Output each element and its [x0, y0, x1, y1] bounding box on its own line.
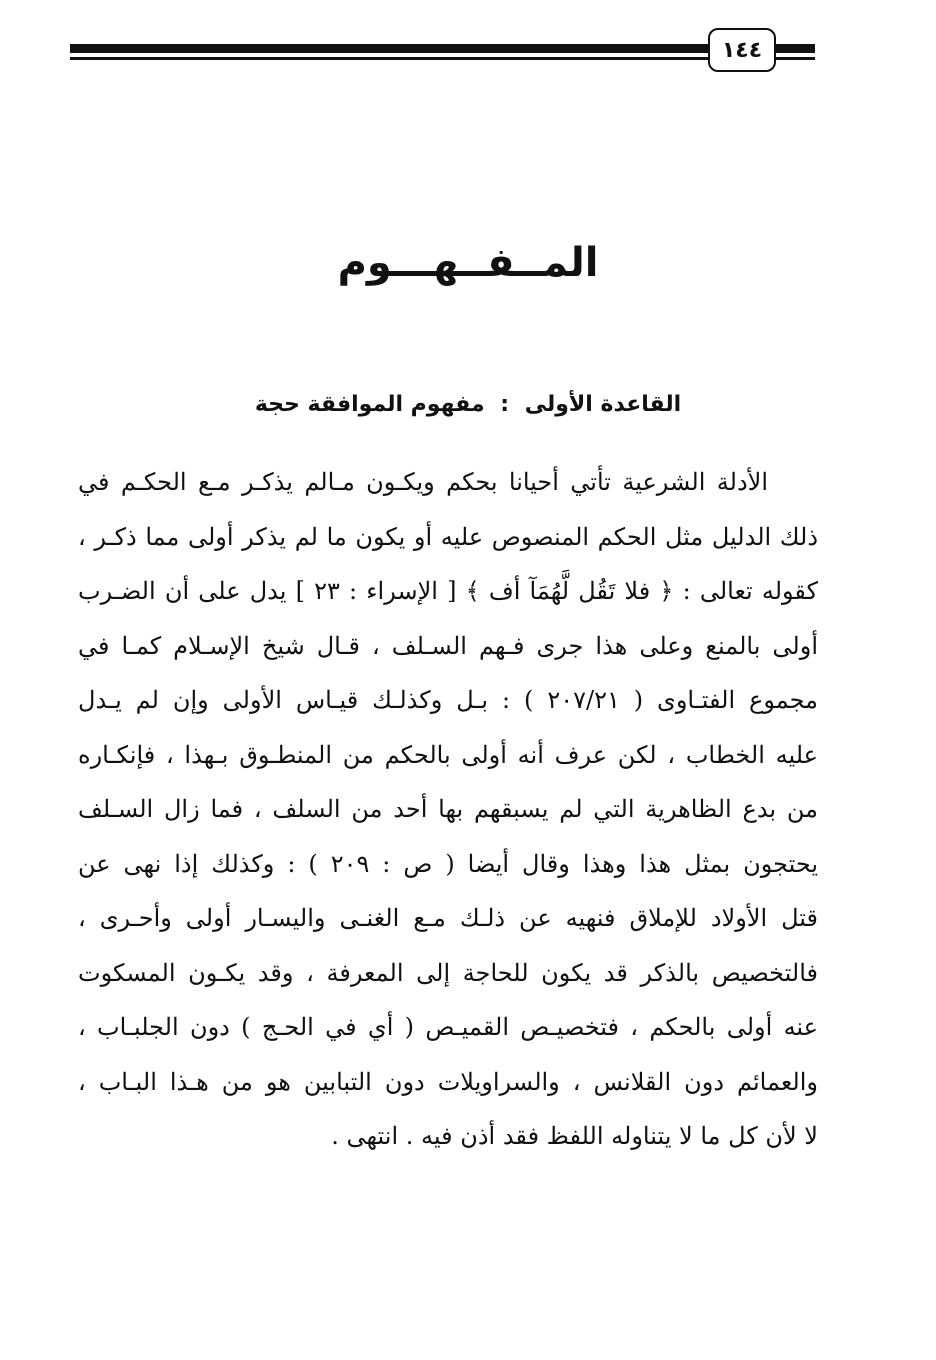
body-line: كقوله تعالى : ﴿ فلا تَقُل لَّهُمَآ أف ﴾ [ الإسراء : ٢٣ ] يدل على أن الضـرب — [78, 577, 818, 605]
header-rule-thick-line-right — [775, 44, 815, 53]
rule-label: القاعدة الأولى — [524, 392, 682, 417]
rule-title: مفهوم الموافقة حجة — [254, 392, 485, 417]
header-rule-thin-line — [70, 57, 710, 60]
rule-separator: : — [500, 392, 510, 417]
body-line: مجموع الفتـاوى ( ٢٠٧/٢١ ) : بـل وكذلـك قيـاس الأولى وإن لم يـدل — [78, 686, 818, 714]
body-line: يحتجون بمثل هذا وهذا وقال أيضا ( ص : ٢٠٩ ) : وكذلك إذا نهى عن — [78, 849, 818, 878]
body-line: عنه أولى بالحكم ، فتخصيـص القميـص ( أي في الحـج ) دون الجلبـاب ، — [78, 1013, 818, 1041]
body-line: من بدع الظاهرية التي لم يسبقهم بها أحد من السلف ، فما زال السـلف — [78, 795, 818, 823]
page-number: ١٤٤ — [708, 28, 776, 72]
body-line: ذلك الدليل مثل الحكم المنصوص عليه أو يكون ما لم يذكر أولى مما ذكـر ، — [78, 522, 818, 551]
header-rule — [70, 40, 815, 64]
rule-heading — [80, 392, 856, 417]
body-line: قتل الأولاد للإملاق فنهيه عن ذلـك مـع الغنـى واليسـار أولى وأحـرى ، — [78, 904, 818, 932]
body-line: والعمائم دون القلانس ، والسراويلات دون التبابين هو من هـذا البـاب ، — [78, 1067, 818, 1096]
body-line: فالتخصيص بالذكر قد يكون للحاجة إلى المعرفة ، وقد يكـون المسكوت — [78, 958, 818, 987]
body-paragraph — [78, 455, 818, 1164]
body-line: عليه الخطاب ، لكن عرف أنه أولى بالحكم من المنطـوق بـهذا ، فإنكـاره — [78, 740, 818, 769]
header-rule-thick-line — [70, 44, 710, 53]
chapter-title: المــفــهـــوم — [337, 240, 599, 286]
body-line: لا لأن كل ما لا يتناوله اللفظ فقد أذن فيه . انتهى . — [331, 1122, 818, 1150]
header-rule-thin-line-right — [775, 57, 815, 60]
body-line: الأدلة الشرعية تأتي أحيانا بحكم ويكـون مـالم يذكـر مـع الحكـم في — [78, 468, 768, 496]
body-line: أولى بالمنع وعلى هذا جرى فـهم السـلف ، قـال شيخ الإسـلام كمـا في — [78, 631, 818, 660]
